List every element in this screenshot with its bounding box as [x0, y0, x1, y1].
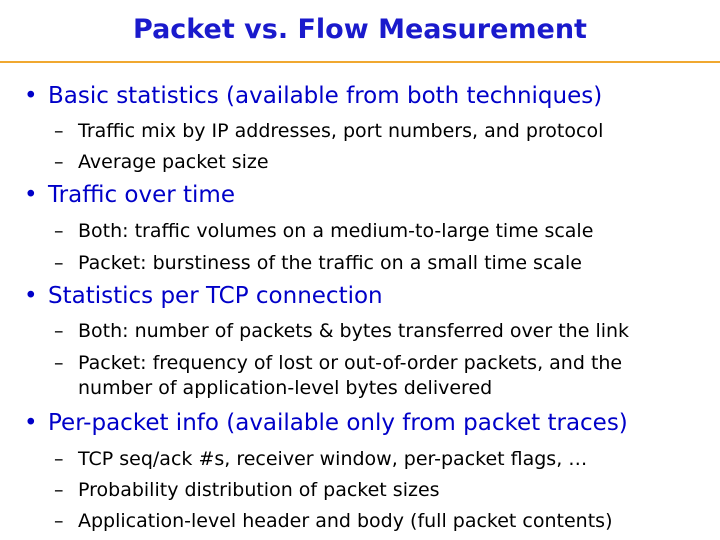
sub-bullet-text: Both: number of packets & bytes transferred over the link — [78, 320, 630, 342]
dash-marker: – — [54, 352, 64, 374]
bullet-item — [24, 182, 235, 208]
bullet-marker: • — [24, 410, 38, 436]
dash-marker: – — [54, 510, 64, 532]
sub-bullet-item — [54, 319, 629, 344]
sub-bullet-text: Application-level header and body (full packet contents) — [78, 510, 613, 532]
bullet-marker: • — [24, 283, 38, 309]
bullet-text: Per-packet info (available only from packet traces) — [48, 410, 628, 436]
sub-bullet-text: Both: traffic volumes on a medium-to-large time scale — [78, 220, 594, 242]
sub-bullet-text: Probability distribution of packet sizes — [78, 479, 440, 501]
bullet-text: Statistics per TCP connection — [48, 283, 383, 309]
bullet-marker: • — [24, 83, 38, 109]
dash-marker: – — [54, 320, 64, 342]
sub-bullet-text: TCP seq/ack #s, receiver window, per-packet flags, … — [78, 448, 588, 470]
sub-bullet-item — [54, 219, 593, 244]
sub-bullet-continuation — [54, 376, 492, 401]
sub-bullet-item — [54, 447, 587, 472]
bullet-text: Basic statistics (available from both techniques) — [48, 83, 603, 109]
sub-bullet-item — [54, 251, 582, 276]
sub-bullet-text: Packet: burstiness of the traffic on a small time scale — [78, 252, 583, 274]
sub-bullet-text: Average packet size — [78, 151, 269, 173]
dash-marker: – — [54, 151, 64, 173]
dash-marker: – — [54, 479, 64, 501]
sub-bullet-text: number of application-level bytes delivered — [78, 377, 493, 399]
sub-bullet-item — [54, 509, 612, 534]
bullet-item — [24, 83, 602, 109]
dash-marker: – — [54, 120, 64, 142]
slide-title: Packet vs. Flow Measurement — [133, 14, 587, 45]
bullet-item — [24, 283, 383, 309]
sub-bullet-text: Traffic mix by IP addresses, port numbers, and protocol — [78, 120, 604, 142]
sub-bullet-item — [54, 119, 603, 144]
dash-marker: – — [54, 252, 64, 274]
dash-marker: – — [54, 220, 64, 242]
sub-bullet-item — [54, 150, 269, 175]
sub-bullet-item — [54, 351, 622, 376]
dash-marker: – — [54, 448, 64, 470]
bullet-item — [24, 410, 628, 436]
sub-bullet-item — [54, 478, 440, 503]
bullet-marker: • — [24, 182, 38, 208]
sub-bullet-text: Packet: frequency of lost or out-of-order packets, and the — [78, 352, 623, 374]
bullet-text: Traffic over time — [48, 182, 235, 208]
